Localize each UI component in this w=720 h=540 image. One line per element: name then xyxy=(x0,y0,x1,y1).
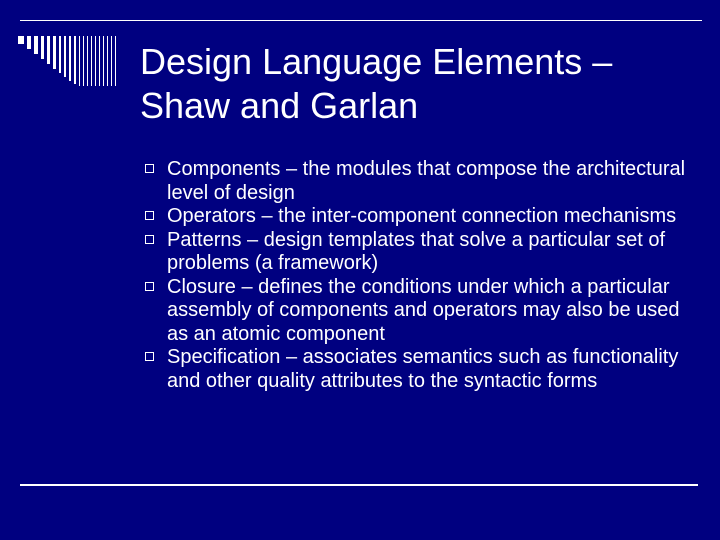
slide-title xyxy=(140,40,700,128)
bottom-divider xyxy=(20,484,698,486)
bullet-item xyxy=(145,229,690,276)
bullet-text: Patterns – design templates that solve a particular set of problems (a framework) xyxy=(167,228,666,274)
decorative-bar xyxy=(27,36,31,49)
decorative-bar xyxy=(18,36,24,44)
hollow-square-bullet-icon xyxy=(145,211,154,220)
decorative-bar xyxy=(53,36,56,69)
decorative-bar xyxy=(83,36,84,86)
decorative-bar xyxy=(59,36,61,73)
decorative-bar xyxy=(99,36,100,86)
decorative-bar xyxy=(74,36,76,84)
bullet-text: Operators – the inter-component connection mechanisms xyxy=(167,205,677,227)
bullet-text: Components – the modules that compose the architectural level of design xyxy=(167,158,686,204)
decorative-bar xyxy=(79,36,80,86)
decorative-bar xyxy=(95,36,96,86)
bullet-item xyxy=(145,205,690,229)
decorative-bar xyxy=(103,36,104,86)
title-line-2: Shaw and Garlan xyxy=(140,85,419,126)
bullet-text: Specification – associates semantics such as functionality and other quality attributes to the syntactic forms xyxy=(167,346,679,392)
decorative-bar xyxy=(115,36,116,86)
decorative-bars xyxy=(0,0,140,80)
decorative-bar xyxy=(87,36,88,86)
top-divider xyxy=(20,20,702,21)
decorative-bar xyxy=(34,36,38,54)
bullet-list xyxy=(145,158,690,393)
hollow-square-bullet-icon xyxy=(145,164,154,173)
hollow-square-bullet-icon xyxy=(145,352,154,361)
decorative-bar xyxy=(41,36,44,59)
decorative-bar xyxy=(107,36,108,86)
bullet-item xyxy=(145,346,690,393)
bullet-item xyxy=(145,276,690,347)
decorative-bar xyxy=(64,36,66,77)
decorative-bar xyxy=(111,36,112,86)
decorative-bar xyxy=(47,36,50,64)
decorative-bar xyxy=(69,36,71,81)
bullet-item xyxy=(145,158,690,205)
bullet-text: Closure – defines the conditions under which a particular assembly of components and operators may also be used as an atomic component xyxy=(167,275,680,345)
title-line-1: Design Language Elements – xyxy=(140,41,613,82)
hollow-square-bullet-icon xyxy=(145,282,154,291)
hollow-square-bullet-icon xyxy=(145,235,154,244)
decorative-bar xyxy=(91,36,92,86)
